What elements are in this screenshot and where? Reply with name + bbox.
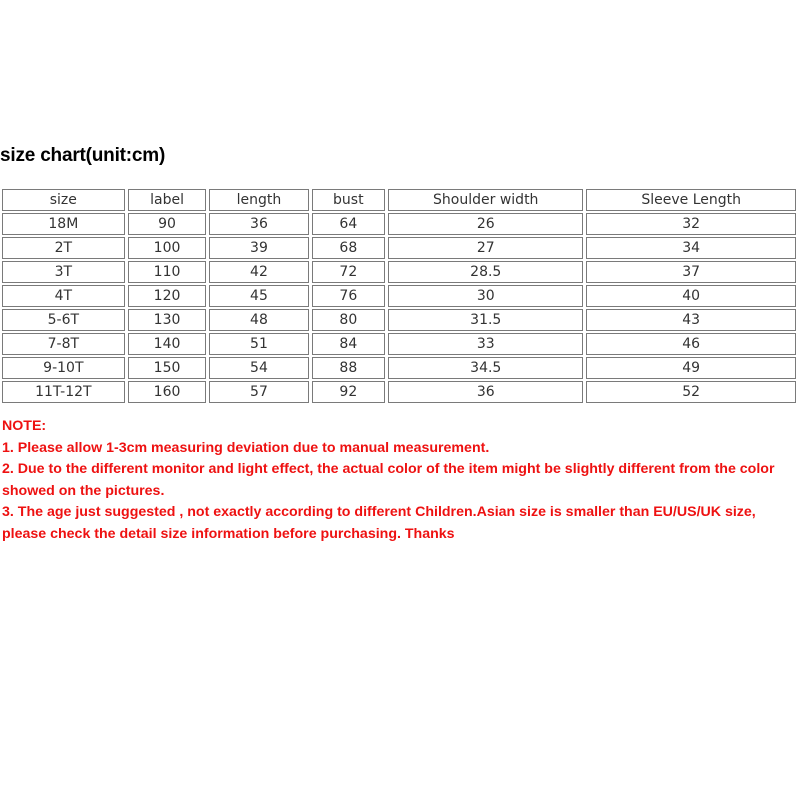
cell-bust: 68 [312,237,386,259]
cell-length: 54 [209,357,308,379]
cell-size: 9-10T [2,357,125,379]
page-title: size chart(unit:cm) [0,145,166,166]
cell-label: 120 [128,285,207,307]
table-row [2,213,796,235]
cell-label: 110 [128,261,207,283]
table-row [2,357,796,379]
note-item-2: 2. Due to the different monitor and light effect, the actual color of the item might be slightly different from the color showed on the pictures. [2,461,775,499]
cell-bust: 84 [312,333,386,355]
table-row [2,333,796,355]
cell-shoulder-width: 34.5 [388,357,583,379]
table-row [2,309,796,331]
notes-section [2,416,798,545]
header-cell-length: length [209,189,308,211]
cell-label: 90 [128,213,207,235]
cell-bust: 88 [312,357,386,379]
cell-bust: 92 [312,381,386,403]
table-row [2,261,796,283]
cell-sleeve-length: 46 [586,333,796,355]
cell-bust: 76 [312,285,386,307]
cell-shoulder-width: 27 [388,237,583,259]
cell-sleeve-length: 43 [586,309,796,331]
cell-size: 18M [2,213,125,235]
cell-shoulder-width: 28.5 [388,261,583,283]
cell-bust: 64 [312,213,386,235]
cell-sleeve-length: 32 [586,213,796,235]
table-row [2,285,796,307]
table-header-row [2,189,796,211]
size-chart-table [0,187,799,405]
cell-bust: 72 [312,261,386,283]
cell-size: 7-8T [2,333,125,355]
notes-heading: NOTE: [2,418,47,434]
cell-label: 100 [128,237,207,259]
cell-size: 2T [2,237,125,259]
cell-length: 36 [209,213,308,235]
cell-shoulder-width: 36 [388,381,583,403]
cell-label: 150 [128,357,207,379]
cell-length: 45 [209,285,308,307]
cell-length: 51 [209,333,308,355]
table-row [2,381,796,403]
cell-shoulder-width: 26 [388,213,583,235]
cell-sleeve-length: 49 [586,357,796,379]
cell-shoulder-width: 33 [388,333,583,355]
cell-shoulder-width: 31.5 [388,309,583,331]
cell-length: 57 [209,381,308,403]
cell-shoulder-width: 30 [388,285,583,307]
cell-length: 39 [209,237,308,259]
note-item-3: 3. The age just suggested , not exactly according to different Children.Asian size is smaller than EU/US/UK size, please check the detail size information before purchasing. Thanks [2,504,756,542]
cell-sleeve-length: 34 [586,237,796,259]
cell-length: 48 [209,309,308,331]
cell-sleeve-length: 40 [586,285,796,307]
note-item-1: 1. Please allow 1-3cm measuring deviation due to manual measurement. [2,439,490,456]
cell-sleeve-length: 52 [586,381,796,403]
cell-length: 42 [209,261,308,283]
cell-size: 3T [2,261,125,283]
cell-size: 5-6T [2,309,125,331]
table-row [2,237,796,259]
cell-size: 11T-12T [2,381,125,403]
cell-label: 140 [128,333,207,355]
header-cell-shoulder-width: Shoulder width [388,189,583,211]
header-cell-label: label [128,189,207,211]
header-cell-bust: bust [312,189,386,211]
cell-sleeve-length: 37 [586,261,796,283]
table-body [2,213,796,403]
header-cell-size: size [2,189,125,211]
cell-label: 130 [128,309,207,331]
header-cell-sleeve-length: Sleeve Length [586,189,796,211]
cell-size: 4T [2,285,125,307]
cell-label: 160 [128,381,207,403]
cell-bust: 80 [312,309,386,331]
